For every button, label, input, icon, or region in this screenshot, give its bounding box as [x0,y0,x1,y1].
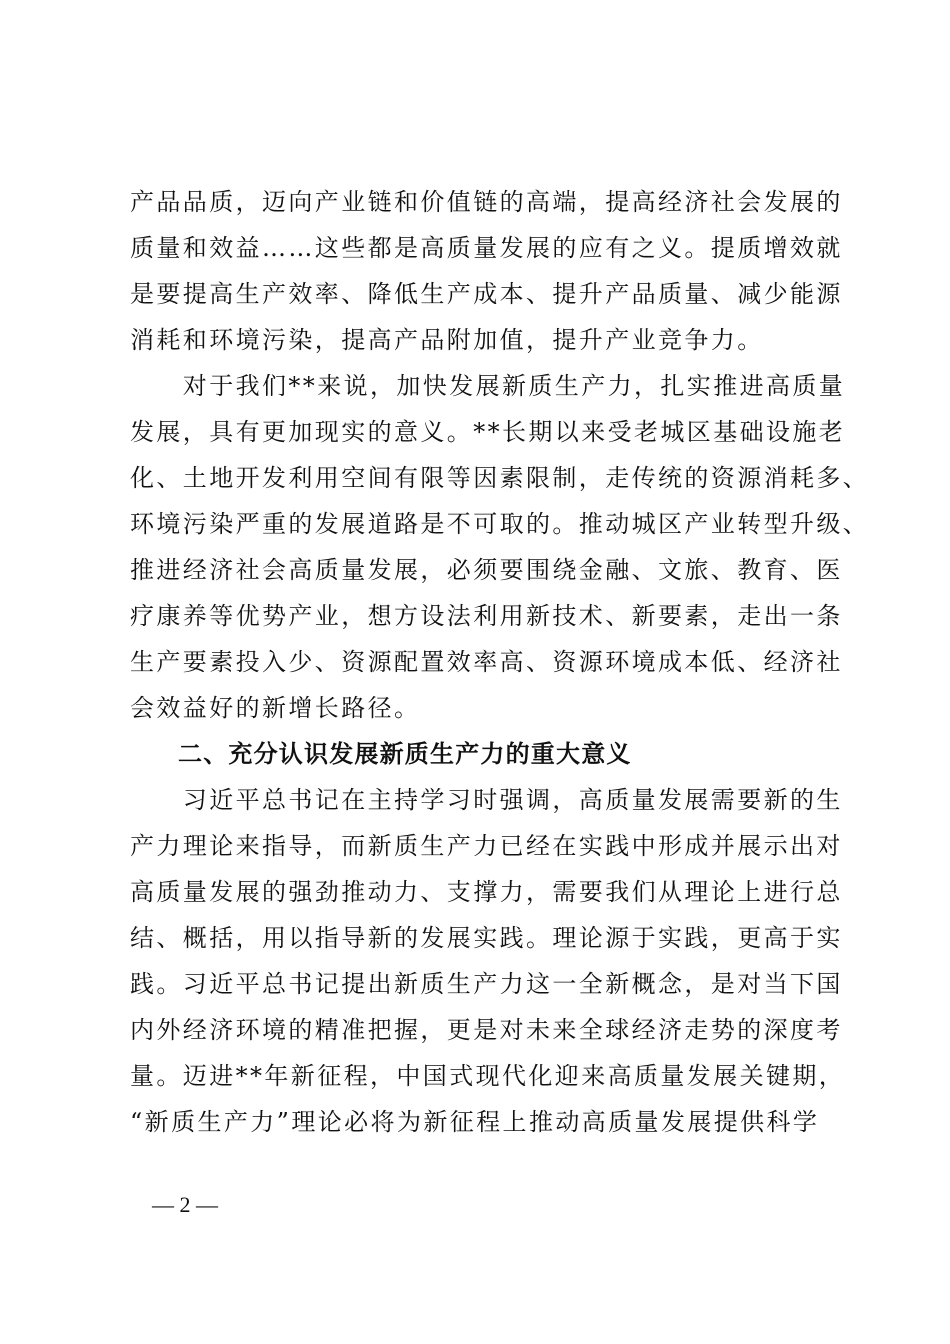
paragraph-line: 高质量发展的强劲推动力、支撑力，需要我们从理论上进行总 [130,878,843,906]
paragraph-line: 习近平总书记在主持学习时强调，高质量发展需要新的生 [130,786,843,814]
section-heading: 二、充分认识发展新质生产力的重大意义 [178,740,632,768]
paragraph-line: 环境污染严重的发展道路是不可取的。推动城区产业转型升级、 [130,510,870,538]
paragraph-line: 产品品质，迈向产业链和价值链的高端，提高经济社会发展的 [130,188,843,216]
paragraph-line: 化、土地开发利用空间有限等因素限制，走传统的资源消耗多、 [130,464,870,492]
paragraph-line: 对于我们**来说，加快发展新质生产力，扎实推进高质量 [130,372,846,400]
paragraph-line: 会效益好的新增长路径。 [130,694,421,722]
paragraph-line: 践。习近平总书记提出新质生产力这一全新概念，是对当下国 [130,970,843,998]
paragraph-line: 消耗和环境污染，提高产品附加值，提升产业竞争力。 [130,326,764,354]
paragraph-line: 量。迈进**年新征程，中国式现代化迎来高质量发展关键期， [130,1062,846,1090]
paragraph-line: 质量和效益……这些都是高质量发展的应有之义。提质增效就 [130,234,843,262]
paragraph-line: 结、概括，用以指导新的发展实践。理论源于实践，更高于实 [130,924,843,952]
paragraph-line: 生产要素投入少、资源配置效率高、资源环境成本低、经济社 [130,648,843,676]
paragraph-line: 推进经济社会高质量发展，必须要围绕金融、文旅、教育、医 [130,556,843,584]
paragraph-line: 是要提高生产效率、降低生产成本、提升产品质量、减少能源 [130,280,843,308]
paragraph-line: 发展，具有更加现实的意义。**长期以来受老城区基础设施老 [130,418,846,446]
paragraph-line: 产力理论来指导，而新质生产力已经在实践中形成并展示出对 [130,832,843,860]
page-number: — 2 — [152,1192,218,1217]
paragraph-line: “新质生产力”理论必将为新征程上推动高质量发展提供科学 [130,1108,820,1136]
paragraph-line: 内外经济环境的精准把握，更是对未来全球经济走势的深度考 [130,1016,843,1044]
paragraph-line: 疗康养等优势产业，想方设法利用新技术、新要素，走出一条 [130,602,843,630]
